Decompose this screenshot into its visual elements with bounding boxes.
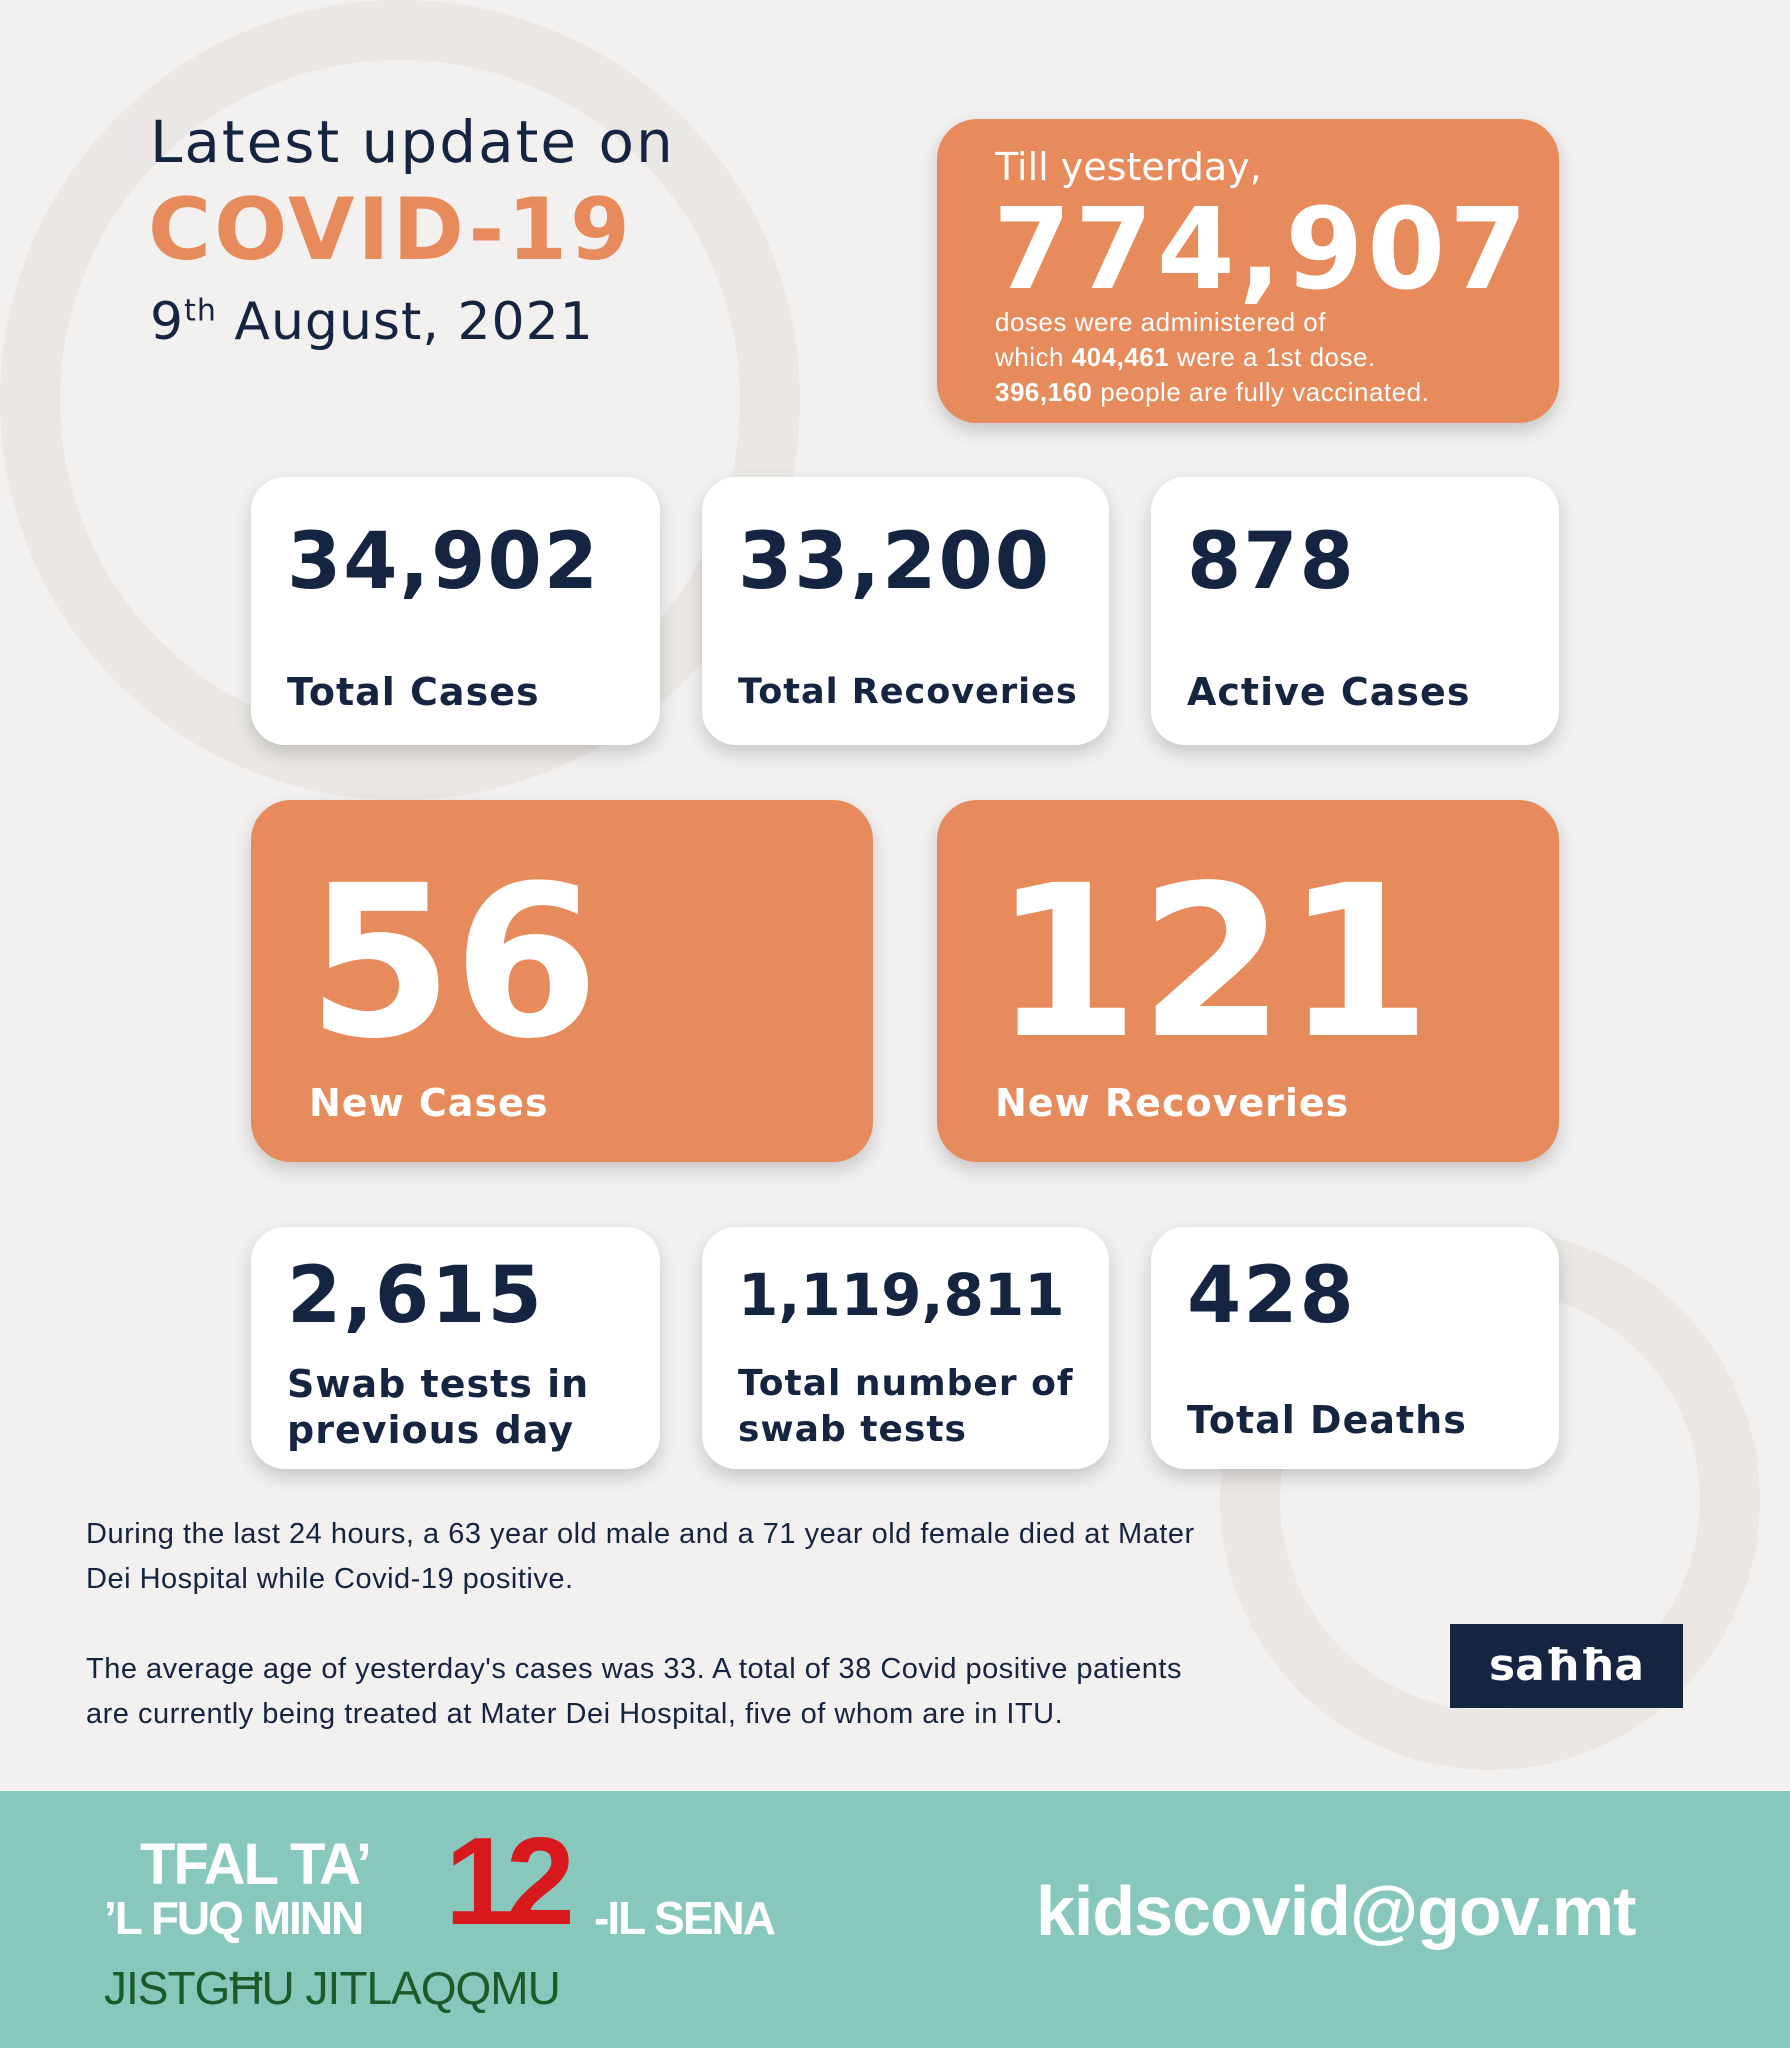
stat-label: New Cases (309, 1081, 549, 1125)
total-recoveries-card (702, 477, 1109, 745)
footer-line2: ’L FUQ MINN (104, 1892, 363, 1944)
footer-line1: TFAL TA’ (140, 1832, 370, 1897)
date-rest: August, 2021 (216, 292, 594, 352)
total-cases-card (251, 477, 660, 745)
t: Total number of (738, 1363, 1074, 1404)
footer-age: 12 (445, 1813, 567, 1951)
t: During the last 24 hours, a 63 year old male and a 71 year old female died at Mater (86, 1518, 1195, 1550)
first-doses: 404,461 (1071, 342, 1170, 372)
t: Dei Hospital while Covid-19 positive. (86, 1563, 574, 1595)
footer-email[interactable]: kidscovid@gov.mt (1036, 1872, 1636, 1950)
t: Swab tests in (287, 1362, 590, 1406)
stat-label (738, 1361, 1074, 1453)
page-title: COVID-19 (148, 180, 633, 280)
header-line1: Latest update on (150, 108, 675, 176)
fully-vaccinated: 396,160 (995, 377, 1093, 407)
new-cases-card (251, 800, 873, 1162)
stat-label: Total Recoveries (738, 672, 1078, 712)
stat-label (287, 1361, 589, 1453)
sahha-logo: saħħa (1450, 1624, 1683, 1708)
t: previous day (287, 1408, 574, 1452)
footer-line3: JISTGĦU JITLAQQMU (104, 1962, 560, 2014)
vaccine-card (937, 119, 1559, 423)
stat-label: New Recoveries (995, 1081, 1350, 1125)
stat-value: 121 (993, 840, 1432, 1085)
vaccine-doses: 774,907 (993, 185, 1532, 315)
vaccine-intro: Till yesterday, (995, 145, 1262, 189)
new-recoveries-card (937, 800, 1559, 1162)
stat-value: 56 (307, 840, 600, 1085)
hospital-note (86, 1647, 1182, 1737)
stat-value: 1,119,811 (738, 1261, 1065, 1329)
t: The average age of yesterday's cases was 33. A total of 38 Covid positive patients (86, 1653, 1182, 1685)
t: which (995, 342, 1072, 372)
stat-value: 2,615 (287, 1251, 544, 1341)
vaccine-line3 (995, 375, 1429, 410)
deaths-card (1151, 1227, 1559, 1469)
stat-value: 34,902 (287, 517, 600, 607)
date-suffix: th (184, 293, 217, 329)
t: are currently being treated at Mater Dei Hospital, five of whom are in ITU. (86, 1698, 1064, 1730)
active-cases-card (1151, 477, 1559, 745)
t: people are fully vaccinated. (1092, 377, 1430, 407)
stat-label: Total Deaths (1187, 1398, 1467, 1442)
stat-label: Active Cases (1187, 670, 1471, 714)
stat-value: 878 (1187, 517, 1356, 607)
date (150, 292, 594, 352)
stat-label: Total Cases (287, 670, 540, 714)
footer-line2b: -IL SENA (594, 1892, 774, 1944)
footer-banner (0, 1791, 1790, 2048)
swab-previous-card (251, 1227, 660, 1469)
t: were a 1st dose. (1169, 342, 1376, 372)
vaccine-line1: doses were administered of (995, 307, 1326, 337)
date-day: 9 (150, 292, 185, 352)
vaccine-line2 (995, 340, 1429, 375)
vaccine-details (995, 305, 1429, 410)
swab-total-card (702, 1227, 1109, 1469)
stat-value: 33,200 (738, 517, 1051, 607)
stat-value: 428 (1187, 1251, 1356, 1341)
t: swab tests (738, 1409, 967, 1450)
deaths-note (86, 1512, 1195, 1602)
